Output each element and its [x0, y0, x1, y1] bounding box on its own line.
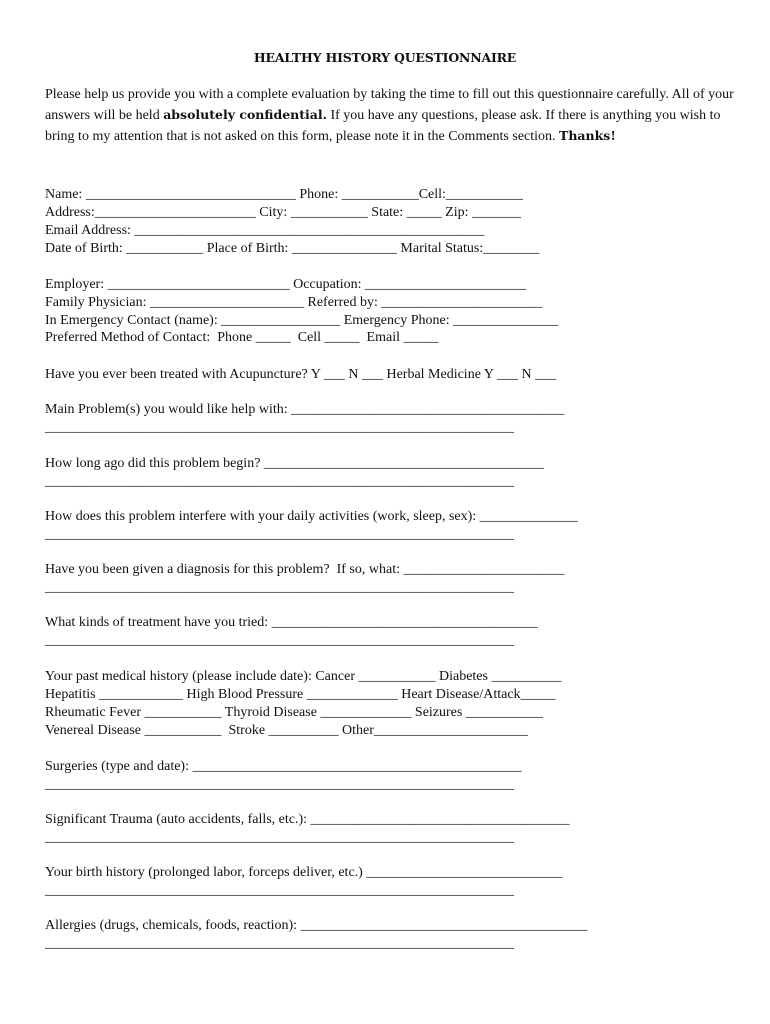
- problem-begin-blank[interactable]: ___________________________________________________________________: [45, 474, 514, 489]
- diagnosis-blank[interactable]: ___________________________________________________________________: [45, 580, 514, 595]
- trauma-line[interactable]: Significant Trauma (auto accidents, falls, etc.): _____________________________________: [45, 812, 570, 827]
- intro-paragraph: [45, 85, 735, 147]
- problem-begin-line[interactable]: How long ago did this problem begin? ________________________________________: [45, 456, 544, 471]
- main-problem-line[interactable]: Main Problem(s) you would like help with: _______________________________________: [45, 402, 565, 417]
- intro-bold-confidential: absolutely confidential.: [163, 107, 327, 122]
- surgeries-blank[interactable]: ___________________________________________________________________: [45, 777, 514, 792]
- intro-bold-thanks: Thanks!: [559, 128, 616, 143]
- page-title: HEALTHY HISTORY QUESTIONNAIRE: [253, 50, 517, 65]
- diagnosis-line[interactable]: Have you been given a diagnosis for this problem? If so, what: _______________________: [45, 562, 565, 577]
- intro-text-1: Please help us provide you with a complete evaluation by taking the time to fill out this questionnaire carefully. All of your answers will be held: [45, 87, 734, 123]
- email-line[interactable]: Email Address: __________________________________________________: [45, 223, 485, 238]
- address-line[interactable]: Address:_______________________ City: ___________ State: _____ Zip: _______: [45, 205, 521, 220]
- contact-method-line[interactable]: Preferred Method of Contact: Phone _____ Cell _____ Email _____: [45, 330, 439, 345]
- birth-history-line[interactable]: Your birth history (prolonged labor, forceps deliver, etc.) ____________________________: [45, 865, 563, 880]
- employer-line[interactable]: Employer: __________________________ Occupation: _______________________: [45, 277, 527, 292]
- interfere-blank[interactable]: ___________________________________________________________________: [45, 527, 514, 542]
- physician-line[interactable]: Family Physician: ______________________ Referred by: _______________________: [45, 295, 543, 310]
- emergency-contact-line[interactable]: In Emergency Contact (name): _________________ Emergency Phone: _______________: [45, 313, 559, 328]
- history-line-1[interactable]: Your past medical history (please include date): Cancer ___________ Diabetes __________: [45, 669, 562, 684]
- history-line-3[interactable]: Rheumatic Fever ___________ Thyroid Disease _____________ Seizures ___________: [45, 705, 543, 720]
- treatment-blank[interactable]: ___________________________________________________________________: [45, 633, 514, 648]
- trauma-blank[interactable]: ___________________________________________________________________: [45, 830, 514, 845]
- acupuncture-line[interactable]: Have you ever been treated with Acupuncture? Y ___ N ___ Herbal Medicine Y ___ N ___: [45, 367, 557, 382]
- history-line-2[interactable]: Hepatitis ____________ High Blood Pressure _____________ Heart Disease/Attack_____: [45, 687, 556, 702]
- history-line-4[interactable]: Venereal Disease ___________ Stroke __________ Other______________________: [45, 723, 528, 738]
- birth-history-blank[interactable]: ___________________________________________________________________: [45, 883, 514, 898]
- main-problem-blank[interactable]: ___________________________________________________________________: [45, 420, 514, 435]
- birth-marital-line[interactable]: Date of Birth: ___________ Place of Birth: _______________ Marital Status:________: [45, 241, 540, 256]
- allergies-line[interactable]: Allergies (drugs, chemicals, foods, reaction): _________________________________________: [45, 918, 588, 933]
- interfere-line[interactable]: How does this problem interfere with your daily activities (work, sleep, sex): ______________: [45, 509, 578, 524]
- allergies-blank[interactable]: ___________________________________________________________________: [45, 936, 514, 951]
- intro-text-2: If you have any questions, please ask. If there is anything you wish to bring to my attention that is not asked on this form, please note it in the Comments section.: [45, 108, 721, 144]
- surgeries-line[interactable]: Surgeries (type and date): _______________________________________________: [45, 759, 522, 774]
- treatment-line[interactable]: What kinds of treatment have you tried: ______________________________________: [45, 615, 538, 630]
- name-phone-line[interactable]: Name: ______________________________ Phone: ___________Cell:___________: [45, 187, 523, 202]
